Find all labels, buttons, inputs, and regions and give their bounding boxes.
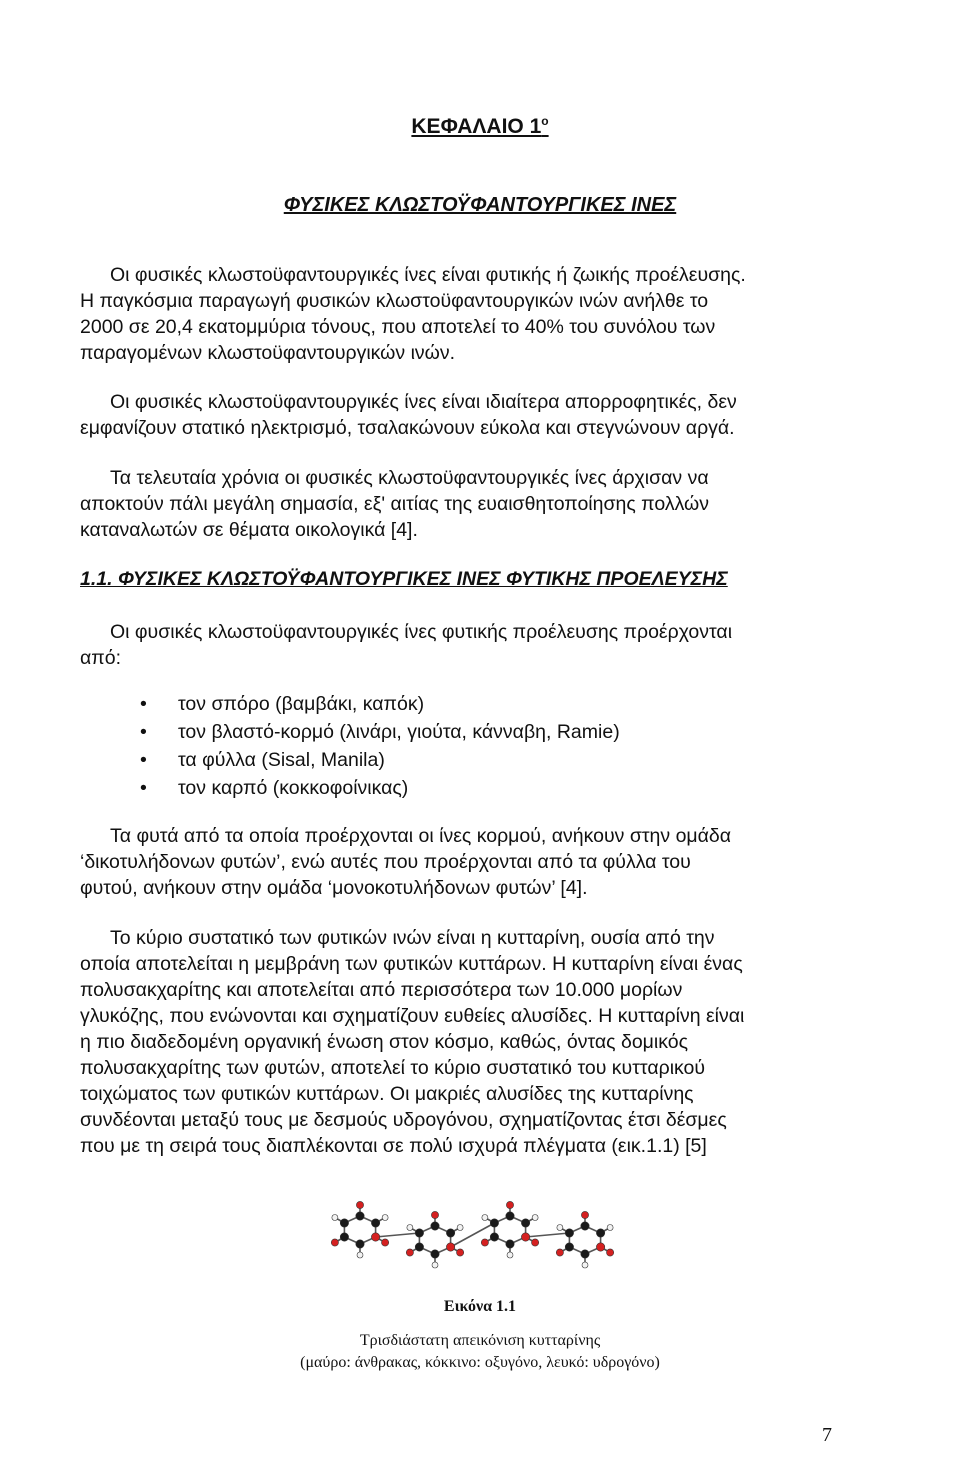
text-line: η πιο διαδεδομένη οργανική ένωση στον κόσμο, καθώς, όντας δομικός: [80, 1031, 688, 1053]
text-line: Τα τελευταία χρόνια οι φυσικές κλωστοϋφαντουργικές ίνες άρχισαν να: [110, 467, 709, 489]
text-line: Οι φυσικές κλωστοϋφαντουργικές ίνες φυτικής προέλευσης προέρχονται: [110, 621, 733, 643]
text-line: πολυσακχαρίτης και αποτελείται από περισσότερα των 10.000 μορίων: [80, 979, 683, 1001]
text-line: συνδέονται μεταξύ τους με δεσμούς υδρογόνου, σχηματίζοντας έτσι δέσμες: [80, 1109, 727, 1131]
cellulose-molecule-image: [330, 1190, 630, 1280]
section-title: ΦΥΣΙΚΕΣ ΚΛΩΣΤΟΫΦΑΝΤΟΥΡΓΙΚΕΣ ΙΝΕΣ: [283, 194, 677, 216]
intro-paragraph-2: [80, 389, 880, 441]
carbon-atom: [415, 1229, 423, 1237]
fiber-source-list: [140, 690, 620, 802]
text-line: οποία αποτελείται η μεμβράνη των φυτικών κυττάρων. Η κυτταρίνη είναι ένας: [80, 953, 743, 975]
carbon-atom: [340, 1233, 348, 1241]
plant-intro-paragraph: [80, 619, 880, 671]
hydrogen-atom: [357, 1252, 363, 1258]
oxygen-atom: [371, 1233, 379, 1241]
text-line: που με τη σειρά τους διαπλέκονται σε πολύ ισχυρά πλέγματα (εικ.1.1) [5]: [80, 1135, 707, 1157]
hydrogen-atom: [607, 1225, 613, 1231]
text-line: τοιχώματος των φυτικών κυττάρων. Οι μακριές αλυσίδες της κυτταρίνης: [80, 1083, 694, 1105]
oxygen-atom: [446, 1243, 454, 1251]
figure-label: Εικόνα 1.1: [443, 1298, 517, 1315]
oxygen-atom: [431, 1211, 438, 1218]
text-line: Η παγκόσμια παραγωγή φυσικών κλωστοϋφαντουργικών ινών ανήλθε το: [80, 290, 709, 312]
hydrogen-atom: [482, 1215, 488, 1221]
carbon-atom: [565, 1229, 573, 1237]
text-line: πολυσακχαρίτης των φυτών, αποτελεί το κύριο συστατικό του κυτταρικού: [80, 1057, 706, 1079]
carbon-atom: [356, 1240, 364, 1248]
figure-caption-legend: (μαύρο: άνθρακας, κόκκινο: οξυγόνο, λευκό: υδρογόνο): [300, 1354, 660, 1371]
hydrogen-atom: [382, 1215, 388, 1221]
list-item: • τον σπόρο (βαμβάκι, καπόκ): [140, 690, 620, 718]
molecule-bond: [376, 1233, 420, 1237]
text-line: Τα φυτά από τα οποία προέρχονται οι ίνες κορμού, ανήκουν στην ομάδα: [110, 825, 732, 847]
intro-paragraph-3: [80, 465, 880, 543]
carbon-atom: [506, 1212, 514, 1220]
oxygen-atom: [607, 1249, 614, 1256]
carbon-atom: [356, 1212, 364, 1220]
hydrogen-atom: [532, 1215, 538, 1221]
carbon-atom: [371, 1219, 379, 1227]
molecule-bond: [526, 1233, 570, 1237]
hydrogen-atom: [432, 1262, 438, 1268]
carbon-atom: [506, 1240, 514, 1248]
oxygen-atom: [356, 1201, 363, 1208]
oxygen-atom: [406, 1249, 413, 1256]
list-item: • τα φύλλα (Sisal, Manila): [140, 746, 620, 774]
text-line: παραγομένων κλωστοϋφαντουργικών ινών.: [80, 342, 456, 364]
plant-groups-paragraph: [80, 823, 880, 901]
hydrogen-atom: [332, 1215, 338, 1221]
oxygen-atom: [506, 1201, 513, 1208]
text-line: εμφανίζουν στατικό ηλεκτρισμό, τσαλακώνουν εύκολα και στεγνώνουν αργά.: [80, 417, 735, 439]
hydrogen-atom: [407, 1225, 413, 1231]
carbon-atom: [521, 1219, 529, 1227]
cellulose-paragraph: [80, 925, 880, 1159]
text-line: φυτού, ανήκουν στην ομάδα ‘μονοκοτυλήδονων φυτών’ [4].: [80, 877, 588, 899]
oxygen-atom: [596, 1243, 604, 1251]
text-line: από:: [80, 647, 121, 669]
carbon-atom: [490, 1219, 498, 1227]
carbon-atom: [415, 1243, 423, 1251]
chapter-title: ΚΕΦΑΛΑΙΟ $1^o$: [411, 114, 549, 138]
oxygen-atom: [556, 1249, 563, 1256]
carbon-atom: [490, 1233, 498, 1241]
hydrogen-atom: [507, 1252, 513, 1258]
figure-caption-title: Τρισδιάστατη απεικόνιση κυτταρίνης: [359, 1332, 601, 1349]
text-line: ‘δικοτυλήδονων φυτών’, ενώ αυτές που προέρχονται από τα φύλλα του: [80, 851, 691, 873]
hydrogen-atom: [457, 1225, 463, 1231]
intro-paragraph-1: [80, 262, 880, 366]
oxygen-atom: [581, 1211, 588, 1218]
text-line: Το κύριο συστατικό των φυτικών ινών είναι η κυτταρίνη, ουσία από την: [110, 927, 715, 949]
text-line: γλυκόζης, που ενώνονται και σχηματίζουν ευθείες αλυσίδες. Η κυτταρίνη είναι: [80, 1005, 745, 1027]
text-line: καταναλωτών σε θέματα οικολογικά [4].: [80, 519, 418, 541]
text-line: αποκτούν πάλι μεγάλη σημασία, εξ' αιτίας της ευαισθητοποίησης πολλών: [80, 493, 709, 515]
oxygen-atom: [521, 1233, 529, 1241]
carbon-atom: [431, 1250, 439, 1258]
list-item: • τον βλαστό-κορμό (λινάρι, γιούτα, κάνναβη, Ramie): [140, 718, 620, 746]
oxygen-atom: [481, 1239, 488, 1246]
carbon-atom: [340, 1219, 348, 1227]
figure-caption: [0, 1330, 960, 1374]
carbon-atom: [565, 1243, 573, 1251]
carbon-atom: [581, 1250, 589, 1258]
carbon-atom: [596, 1229, 604, 1237]
list-item: • τον καρπό (κοκκοφοίνικας): [140, 774, 620, 802]
carbon-atom: [581, 1222, 589, 1230]
text-line: 2000 σε 20,4 εκατομμύρια τόνους, που αποτελεί το 40% του συνόλου των: [80, 316, 716, 338]
page-number: 7: [822, 1424, 832, 1446]
oxygen-atom: [382, 1239, 389, 1246]
text-line: Οι φυσικές κλωστοϋφαντουργικές ίνες είναι φυτικής ή ζωικής προέλευσης.: [110, 264, 746, 286]
oxygen-atom: [331, 1239, 338, 1246]
oxygen-atom: [457, 1249, 464, 1256]
hydrogen-atom: [582, 1262, 588, 1268]
carbon-atom: [446, 1229, 454, 1237]
subsection-title: 1.1. ΦΥΣΙΚΕΣ ΚΛΩΣΤΟΫΦΑΝΤΟΥΡΓΙΚΕΣ ΙΝΕΣ ΦΥΤΙΚΗΣ ΠΡΟΕΛΕΥΣΗΣ: [80, 568, 728, 590]
hydrogen-atom: [557, 1225, 563, 1231]
carbon-atom: [431, 1222, 439, 1230]
text-line: Οι φυσικές κλωστοϋφαντουργικές ίνες είναι ιδιαίτερα απορροφητικές, δεν: [110, 391, 737, 413]
oxygen-atom: [532, 1239, 539, 1246]
